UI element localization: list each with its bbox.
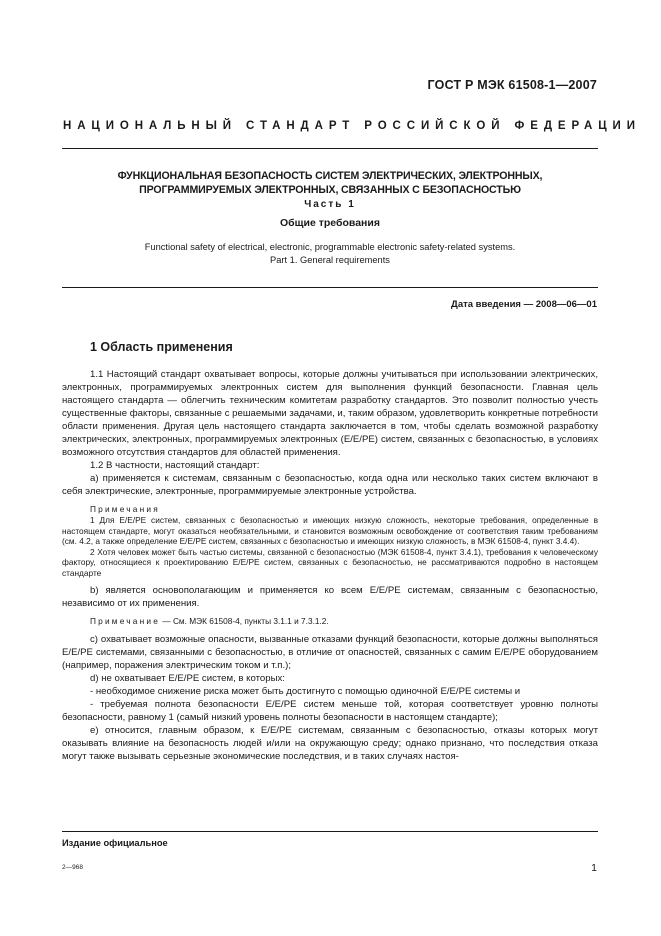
intro-date: Дата введения — 2008—06—01 <box>451 299 597 310</box>
print-code: 2—968 <box>62 864 83 871</box>
note-b-prefix: Примечание <box>90 615 161 626</box>
dash-item-2: - требуемая полнота безопасности Е/Е/РЕ систем меньше той, которая соответствует уровню полноты безопасности, равному 1 (самый низкий уровень полноты безопасности в настоящем стандарте); <box>62 698 598 723</box>
dash-item-1: - необходимое снижение риска может быть достигнуто с помощью одиночной Е/Е/РЕ системы и <box>90 685 521 697</box>
note-2: 2 Хотя человек может быть частью системы, связанной с безопасностью (МЭК 61508-4, пункт 3.4.1), требования к человеческому фактору, относящиеся к проектированию Е/Е/РЕ систем, связанных с безопасностью, не рассматриваются подробно в настоящем стандарте <box>62 546 598 578</box>
english-title-line-2: Part 1. General requirements <box>270 255 390 266</box>
note-b <box>62 615 598 628</box>
standard-title: НАЦИОНАЛЬНЫЙ СТАНДАРТ РОССИЙСКОЙ ФЕДЕРАЦИИ <box>63 120 641 132</box>
item-d: d) не охватывает Е/Е/РЕ систем, в которых: <box>90 672 285 684</box>
part-label: Часть 1 <box>304 199 356 210</box>
paragraph-1-1: 1.1 Настоящий стандарт охватывает вопросы, которые должны учитываться при использовании электрических, электронных, программируемых электронных систем для выполнения функций безопасности. Главная цель настоящего стандарта — облегчить техническим комитетам разработку стандартов. Это позволит полностью учесть существенные факторы, связанные с решаемыми задачами, и, таким образом, удовлетворить конкретные потребности области применения. Другая цель настоящего стандарта заключается в том, чтобы сделать возможной разработку электрических, электронных, программируемых электронных (Е/Е/РЕ) систем, связанных с безопасностью, в условиях возможного отсутствия стандартов для областей применения. <box>62 369 598 458</box>
main-title <box>62 170 598 197</box>
title-divider <box>62 287 598 288</box>
item-b: b) является основополагающим и применяется ко всем Е/Е/РЕ системам, связанным с безопасностью, независимо от их применения. <box>62 584 598 609</box>
page-number: 1 <box>591 862 597 874</box>
item-e: е) относится, главным образом, к Е/Е/РЕ системам, связанным с безопасностью, отказы которых могут оказывать влияние на безопасность людей и/или на окружающую среду; однако признано, что последствия отказа могут также вызывать серьезные экономические последствия, и в таких случаях настоя- <box>62 724 598 762</box>
footer-divider <box>62 831 598 832</box>
paragraph-1-2: 1.2 В частности, настоящий стандарт: <box>90 460 260 471</box>
english-title <box>62 241 598 268</box>
section-body <box>62 368 598 763</box>
english-title-line-1: Functional safety of electrical, electronic, programmable electronic safety-related systems. <box>144 242 516 252</box>
edition-label: Издание официальное <box>62 838 168 848</box>
note-b-text: — См. МЭК 61508-4, пункты 3.1.1 и 7.3.1.2. <box>160 615 329 626</box>
document-code: ГОСТ Р МЭК 61508-1—2007 <box>427 78 597 92</box>
item-a: а) применяется к системам, связанным с безопасностью, когда одна или несколько таких систем включают в себя электрические, электронные, программируемые электронные устройства. <box>62 473 598 497</box>
main-title-line-1: ФУНКЦИОНАЛЬНАЯ БЕЗОПАСНОСТЬ СИСТЕМ ЭЛЕКТРИЧЕСКИХ, ЭЛЕКТРОННЫХ, <box>117 170 543 182</box>
main-title-line-2: ПРОГРАММИРУЕМЫХ ЭЛЕКТРОННЫХ, СВЯЗАННЫХ С БЕЗОПАСНОСТЬЮ <box>139 183 521 196</box>
notes-heading: Примечания <box>90 504 160 514</box>
item-c: с) охватывает возможные опасности, вызванные отказами функций безопасности, которые должны выполняться Е/Е/РЕ системами, связанными с безопасностью, в отличие от опасностей, связанных с самим Е/Е/РЕ оборудованием (например, поражения электрическим током и т.п.); <box>62 633 598 671</box>
header-divider <box>62 148 598 149</box>
subtitle: Общие требования <box>280 217 380 229</box>
section-heading: 1 Область применения <box>90 340 233 354</box>
note-1: 1 Для Е/Е/РЕ систем, связанных с безопасностью и имеющих низкую сложность, некоторые требования, определенные в настоящем стандарте, могут оказаться необязательными, и становится возможным освобождение от соответствия таким требованиям (см. 4.2, а также определение Е/Е/РЕ систем, связанных с безопасностью и имеющих низкую сложность, в МЭК 61508-4, пункт 3.4.4). <box>62 515 598 547</box>
